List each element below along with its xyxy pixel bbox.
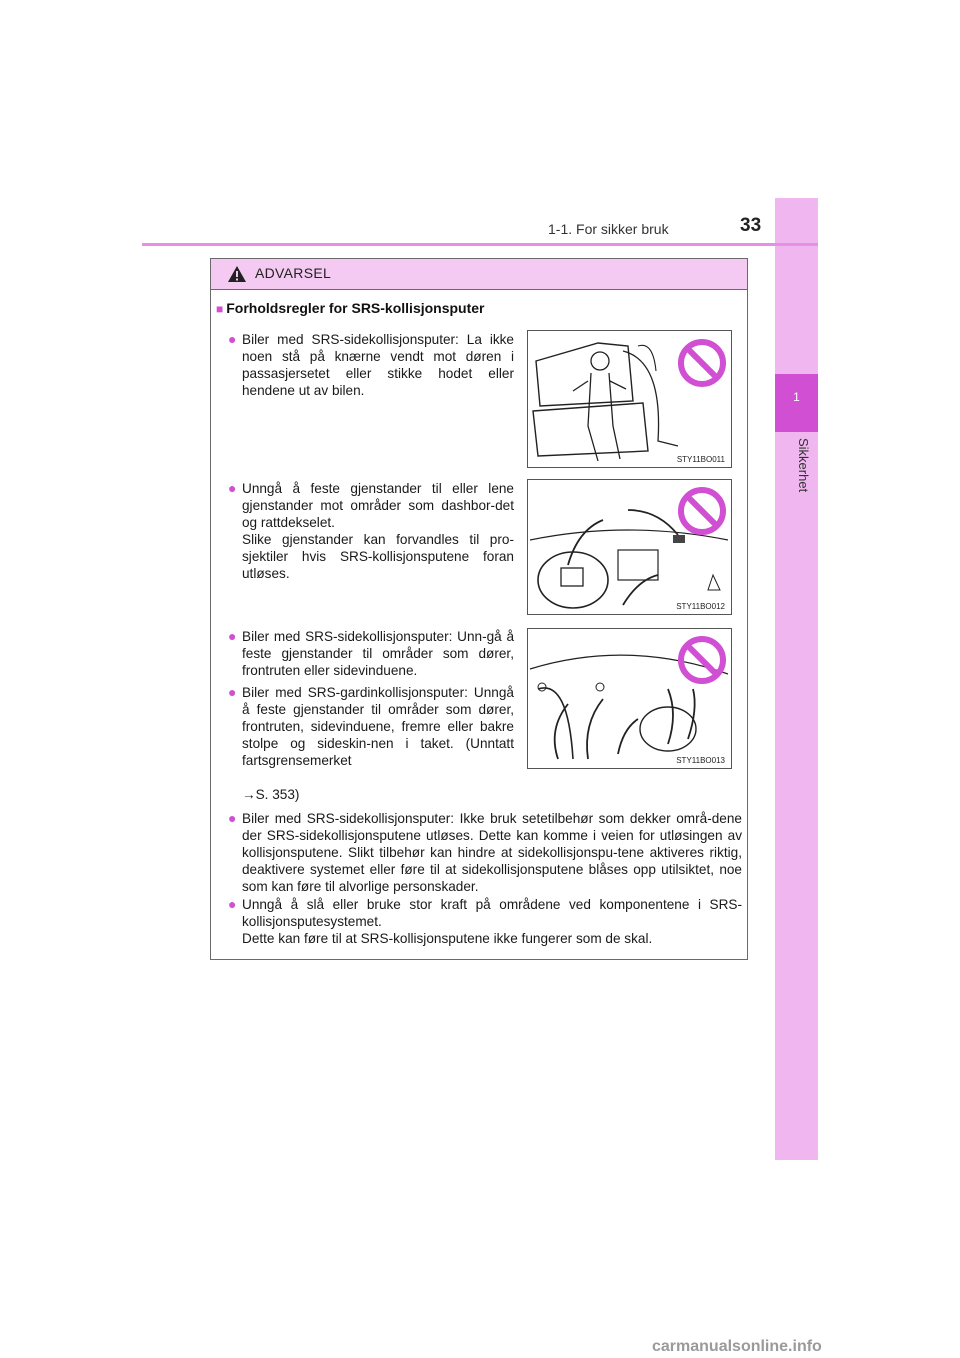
page-number: 33	[740, 215, 762, 236]
figure-code: STY11BO013	[676, 756, 725, 765]
bullet-item	[228, 628, 514, 679]
round-bullet-icon: ●	[228, 480, 237, 496]
figure-dashboard	[527, 479, 732, 615]
section-title: 1-1. For sikker bruk	[548, 221, 669, 237]
chapter-number: 1	[793, 390, 800, 404]
bullet-item	[228, 331, 514, 399]
bullet-text: Biler med SRS-sidekollisjonsputer: Unn-gå å feste gjenstander til områder som dører, frontruten eller sidevinduene.	[242, 629, 514, 678]
bullet-text: Dette kan føre til at SRS-kollisjonsputene ikke fungerer som de skal.	[242, 931, 653, 946]
round-bullet-icon: ●	[228, 810, 237, 826]
cross-reference[interactable]: →S. 353)	[242, 787, 300, 802]
round-bullet-icon: ●	[228, 628, 237, 644]
bullet-item	[228, 480, 514, 531]
watermark: carmanualsonline.info	[652, 1338, 822, 1355]
figure-code: STY11BO012	[676, 602, 725, 611]
warning-subheading	[216, 300, 485, 316]
figure-passenger-side-door	[527, 330, 732, 468]
bullet-text: Slike gjenstander kan forvandles til pro-sjektiler hvis SRS-kollisjonsputene foran utløses.	[242, 532, 514, 581]
subheading-text: Forholdsregler for SRS-kollisjonsputer	[226, 300, 485, 316]
chapter-title: Sikkerhet	[796, 438, 811, 493]
bullet-item	[228, 684, 514, 769]
warning-header	[211, 259, 747, 290]
figure-doors-windshield	[527, 628, 732, 769]
chapter-sidebar	[775, 198, 818, 1160]
bullet-item	[228, 896, 742, 930]
round-bullet-icon: ●	[228, 896, 237, 912]
bullet-continuation	[242, 786, 514, 803]
header-rule	[142, 243, 818, 246]
bullet-text: Unngå å slå eller bruke stor kraft på områdene ved komponentene i SRS-kollisjonsputesystemet.	[242, 897, 742, 929]
square-bullet-icon: ■	[216, 302, 224, 316]
round-bullet-icon: ●	[228, 684, 237, 700]
round-bullet-icon: ●	[228, 331, 237, 347]
bullet-text: Unngå å feste gjenstander til eller lene gjenstander mot områder som dashbor-det og rattdekselet.	[242, 481, 514, 530]
prohibition-icon	[676, 485, 728, 537]
prohibition-icon	[676, 337, 728, 389]
figure-code: STY11BO011	[676, 455, 725, 464]
warning-label: ADVARSEL	[255, 265, 332, 281]
bullet-text: Biler med SRS-gardinkollisjonsputer: Unngå å feste gjenstander til områder som dører, frontruten, sidevinduene, fremre eller bakre stolpe og sideskin-nen i taket. (Unntatt fartsgrensemerket	[242, 685, 514, 768]
warning-triangle-icon	[227, 265, 247, 283]
prohibition-icon	[676, 634, 728, 686]
bullet-text: Biler med SRS-sidekollisjonsputer: Ikke bruk setetilbehør som dekker områ-dene der SRS-sidekollisjonsputene utløses. Dette kan komme i veien for utløsingen av kollisjonsputene. Slikt tilbehør kan hindre at sidekollisjonspu-tene aktiveres riktig, deaktivere systemet eller føre til at sidekollisjonsputene blåses opp utilsiktet, noe som kan føre til alvorlige personskader.	[242, 811, 742, 894]
bullet-item	[228, 810, 742, 895]
bullet-continuation	[242, 531, 514, 582]
bullet-text: Biler med SRS-sidekollisjonsputer: La ikke noen stå på knærne vendt mot døren i passasjersetet eller stikke hodet eller hendene ut av bilen.	[242, 332, 514, 398]
bullet-continuation	[242, 930, 742, 947]
